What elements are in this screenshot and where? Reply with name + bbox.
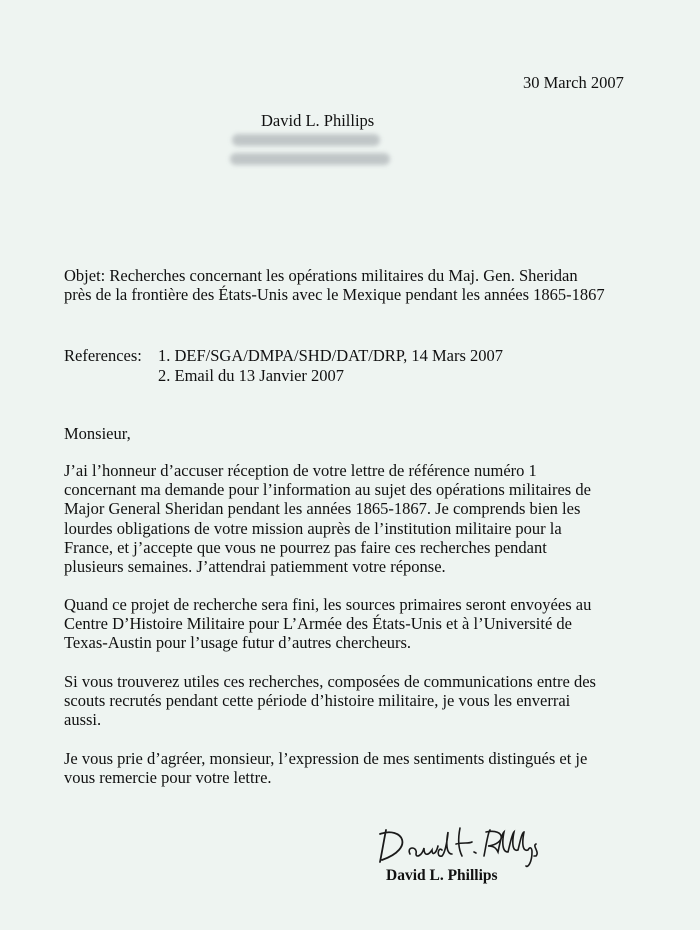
sender-name: David L. Phillips bbox=[261, 111, 375, 130]
paragraph-line: Texas-Austin pour l’usage futur d’autres chercheurs. bbox=[64, 633, 412, 653]
paragraph-line: Major General Sheridan pendant les années 1865-1867. Je comprends bien les bbox=[64, 499, 581, 519]
paragraph-line: Si vous trouverez utiles ces recherches, composées de communications entre des bbox=[64, 672, 596, 691]
reference-item: 2. Email du 13 Janvier 2007 bbox=[158, 366, 345, 385]
paragraph-line: plusieurs semaines. J’attendrai patiemment votre réponse. bbox=[64, 557, 446, 577]
redacted-address-line-2 bbox=[230, 153, 390, 165]
paragraph-line: scouts recrutés pendant cette période d’histoire militaire, je vous les enverrai bbox=[64, 691, 571, 711]
paragraph-1 bbox=[64, 461, 591, 576]
redacted-address-line-1 bbox=[232, 134, 380, 146]
paragraph-line: J’ai l’honneur d’accuser réception de votre lettre de référence numéro 1 bbox=[64, 461, 537, 480]
paragraph-2 bbox=[64, 595, 591, 653]
paragraph-line: vous remercie pour votre lettre. bbox=[64, 768, 272, 788]
paragraph-line: Centre D’Histoire Militaire pour L’Armée des États-Unis et à l’Université de bbox=[64, 614, 572, 634]
subject-line: Objet: Recherches concernant les opérations militaires du Maj. Gen. Sheridan bbox=[64, 266, 578, 285]
references-label: References: bbox=[64, 346, 142, 365]
paragraph-line: Je vous prie d’agréer, monsieur, l’expression de mes sentiments distingués et je bbox=[64, 749, 588, 768]
subject-block bbox=[64, 266, 605, 304]
handwritten-signature bbox=[372, 822, 550, 870]
paragraph-line: concernant ma demande pour l’information au sujet des opérations militaires de bbox=[64, 480, 591, 500]
paragraph-4 bbox=[64, 749, 587, 787]
subject-line: près de la frontière des États-Unis avec le Mexique pendant les années 1865-1867 bbox=[64, 285, 605, 305]
typed-signature-name: David L. Phillips bbox=[386, 867, 498, 884]
paragraph-line: lourdes obligations de votre mission auprès de l’institution militaire pour la bbox=[64, 518, 562, 538]
letter-date: 30 March 2007 bbox=[523, 73, 624, 92]
paragraph-3 bbox=[64, 672, 596, 730]
reference-item: 1. DEF/SGA/DMPA/SHD/DAT/DRP, 14 Mars 2007 bbox=[158, 346, 504, 365]
paragraph-line: aussi. bbox=[64, 710, 102, 730]
paragraph-line: Quand ce projet de recherche sera fini, les sources primaires seront envoyées au bbox=[64, 595, 592, 614]
salutation: Monsieur, bbox=[64, 424, 131, 443]
paragraph-line: France, et j’accepte que vous ne pourrez pas faire ces recherches pendant bbox=[64, 537, 547, 557]
